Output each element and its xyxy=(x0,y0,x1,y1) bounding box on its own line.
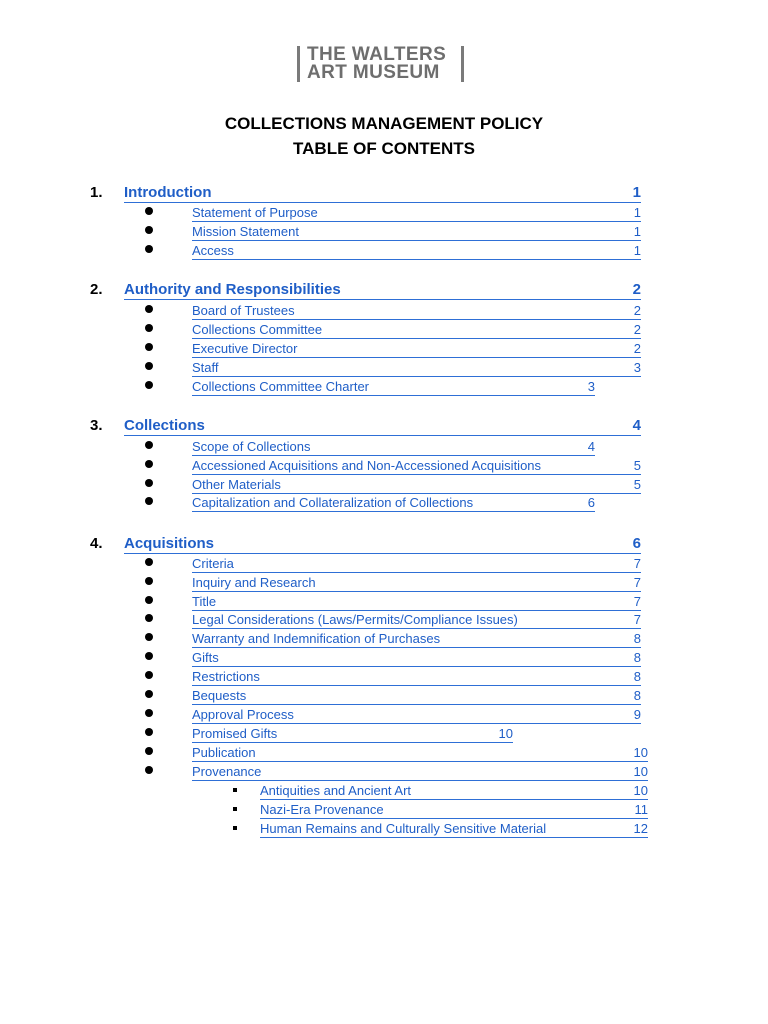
toc-link-label: Nazi-Era Provenance xyxy=(260,802,384,817)
toc-link-label: Warranty and Indemnification of Purchases xyxy=(192,631,441,646)
toc-link-warranty[interactable] xyxy=(192,630,641,648)
bullet-icon xyxy=(145,652,153,660)
toc-link-page: 7 xyxy=(633,556,641,571)
toc-link-label: Statement of Purpose xyxy=(192,205,318,220)
toc-link-page: 9 xyxy=(633,707,641,722)
toc-link-page: 2 xyxy=(633,303,641,318)
toc-link-antiquities[interactable] xyxy=(260,782,648,800)
section-title: Introduction xyxy=(124,184,212,201)
toc-item xyxy=(0,725,768,744)
toc-section-authority xyxy=(0,280,768,304)
toc-link-page: 10 xyxy=(633,764,648,779)
toc-link-board-of-trustees[interactable] xyxy=(192,302,641,320)
toc-link-bequests[interactable] xyxy=(192,687,641,705)
toc-link-label: Gifts xyxy=(192,650,219,665)
toc-link-label: Accessioned Acquisitions and Non-Accessioned Acquisitions xyxy=(192,458,542,473)
section-page: 6 xyxy=(632,535,641,552)
section-link-authority[interactable] xyxy=(124,280,641,300)
toc-link-label: Access xyxy=(192,243,234,258)
bullet-icon xyxy=(145,245,153,253)
toc-link-label: Restrictions xyxy=(192,669,260,684)
toc-item xyxy=(0,359,768,378)
toc-link-page: 11 xyxy=(634,802,648,817)
toc-link-page: 7 xyxy=(633,594,641,609)
logo-line-1: THE WALTERS xyxy=(307,44,447,65)
toc-link-page: 7 xyxy=(633,612,641,627)
toc-link-human-remains[interactable] xyxy=(260,820,648,838)
toc-link-inquiry-and-research[interactable] xyxy=(192,574,641,592)
toc-link-label: Publication xyxy=(192,745,256,760)
toc-link-label: Antiquities and Ancient Art xyxy=(260,783,412,798)
toc-link-label: Approval Process xyxy=(192,707,294,722)
toc-section-collections xyxy=(0,416,768,440)
toc-link-publication[interactable] xyxy=(192,744,648,762)
bullet-icon xyxy=(145,479,153,487)
bullet-icon xyxy=(145,343,153,351)
toc-item xyxy=(0,649,768,668)
toc-link-provenance[interactable] xyxy=(192,763,648,781)
toc-link-capitalization[interactable] xyxy=(192,494,595,512)
bullet-icon xyxy=(145,766,153,774)
bullet-icon xyxy=(145,558,153,566)
toc-link-mission-statement[interactable] xyxy=(192,223,641,241)
toc-link-scope-of-collections[interactable] xyxy=(192,438,595,456)
toc-item xyxy=(0,611,768,630)
document-subtitle: TABLE OF CONTENTS xyxy=(293,139,475,158)
toc-subitem xyxy=(0,782,768,801)
toc-item xyxy=(0,378,768,397)
toc-item xyxy=(0,223,768,242)
section-title: Collections xyxy=(124,417,205,434)
bullet-icon xyxy=(145,441,153,449)
toc-link-other-materials[interactable] xyxy=(192,476,641,494)
toc-link-staff[interactable] xyxy=(192,359,641,377)
toc-link-label: Capitalization and Collateralization of Collections xyxy=(192,495,474,510)
toc-item xyxy=(0,242,768,261)
toc-link-label: Scope of Collections xyxy=(192,439,311,454)
toc-item xyxy=(0,593,768,612)
toc-link-title[interactable] xyxy=(192,593,641,611)
toc-item xyxy=(0,687,768,706)
toc-item xyxy=(0,476,768,495)
bullet-icon xyxy=(145,690,153,698)
toc-link-label: Promised Gifts xyxy=(192,726,278,741)
bullet-icon xyxy=(145,460,153,468)
toc-link-label: Collections Committee Charter xyxy=(192,379,370,394)
toc-link-label: Collections Committee xyxy=(192,322,323,337)
toc-link-label: Provenance xyxy=(192,764,262,779)
toc-link-page: 3 xyxy=(587,379,595,394)
toc-link-page: 1 xyxy=(633,205,641,220)
toc-item xyxy=(0,438,768,457)
toc-link-page: 7 xyxy=(633,575,641,590)
toc-link-statement-of-purpose[interactable] xyxy=(192,204,641,222)
toc-link-page: 3 xyxy=(633,360,641,375)
toc-subitem xyxy=(0,820,768,839)
document-title: COLLECTIONS MANAGEMENT POLICY xyxy=(224,114,544,133)
toc-link-nazi-era-provenance[interactable] xyxy=(260,801,648,819)
bullet-icon xyxy=(145,728,153,736)
logo-bar-right xyxy=(461,46,464,82)
toc-link-page: 2 xyxy=(633,341,641,356)
bullet-icon xyxy=(145,633,153,641)
toc-link-page: 8 xyxy=(633,669,641,684)
bullet-icon xyxy=(145,577,153,585)
bullet-icon xyxy=(145,226,153,234)
toc-subitem xyxy=(0,801,768,820)
toc-link-legal-considerations[interactable] xyxy=(192,611,641,629)
bullet-icon xyxy=(145,709,153,717)
toc-item xyxy=(0,321,768,340)
toc-item xyxy=(0,574,768,593)
museum-logo xyxy=(297,45,468,83)
section-link-introduction[interactable] xyxy=(124,183,641,203)
toc-link-label: Inquiry and Research xyxy=(192,575,316,590)
section-number: 4. xyxy=(90,535,103,552)
toc-item xyxy=(0,668,768,687)
toc-item xyxy=(0,457,768,476)
toc-link-label: Other Materials xyxy=(192,477,281,492)
section-link-acquisitions[interactable] xyxy=(124,534,641,554)
section-number: 2. xyxy=(90,281,103,298)
bullet-icon xyxy=(145,614,153,622)
toc-link-page: 10 xyxy=(498,726,513,741)
toc-link-page: 1 xyxy=(633,243,641,258)
toc-link-label: Staff xyxy=(192,360,219,375)
toc-link-page: 1 xyxy=(633,224,641,239)
toc-item xyxy=(0,494,768,513)
toc-link-page: 6 xyxy=(587,495,595,510)
toc-item xyxy=(0,302,768,321)
section-page: 4 xyxy=(632,417,641,434)
toc-link-criteria[interactable] xyxy=(192,555,641,573)
toc-link-collections-committee[interactable] xyxy=(192,321,641,339)
square-bullet-icon xyxy=(233,826,237,830)
toc-link-restrictions[interactable] xyxy=(192,668,641,686)
toc-link-label: Legal Considerations (Laws/Permits/Compliance Issues) xyxy=(192,612,518,627)
toc-link-page: 8 xyxy=(633,631,641,646)
toc-link-accessioned-acquisitions[interactable] xyxy=(192,457,641,475)
bullet-icon xyxy=(145,207,153,215)
toc-link-label: Mission Statement xyxy=(192,224,299,239)
toc-link-label: Criteria xyxy=(192,556,234,571)
logo-line-2: ART MUSEUM xyxy=(307,62,440,83)
toc-link-page: 8 xyxy=(633,688,641,703)
bullet-icon xyxy=(145,747,153,755)
toc-link-access[interactable] xyxy=(192,242,641,260)
toc-item xyxy=(0,630,768,649)
toc-link-approval-process[interactable] xyxy=(192,706,641,724)
logo-bar-left xyxy=(297,46,300,82)
toc-item xyxy=(0,706,768,725)
section-title: Authority and Responsibilities xyxy=(124,281,341,298)
bullet-icon xyxy=(145,362,153,370)
section-number: 3. xyxy=(90,417,103,434)
toc-link-page: 2 xyxy=(633,322,641,337)
toc-link-page: 4 xyxy=(587,439,595,454)
bullet-icon xyxy=(145,497,153,505)
bullet-icon xyxy=(145,596,153,604)
toc-link-label: Title xyxy=(192,594,217,609)
square-bullet-icon xyxy=(233,807,237,811)
toc-link-page: 5 xyxy=(633,477,641,492)
bullet-icon xyxy=(145,671,153,679)
toc-link-page: 10 xyxy=(633,783,648,798)
toc-item xyxy=(0,555,768,574)
toc-link-page: 8 xyxy=(633,650,641,665)
toc-link-gifts[interactable] xyxy=(192,649,641,667)
toc-link-promised-gifts[interactable] xyxy=(192,725,513,743)
section-link-collections[interactable] xyxy=(124,416,641,436)
section-page: 1 xyxy=(632,184,641,201)
toc-link-label: Human Remains and Culturally Sensitive Material xyxy=(260,821,547,836)
section-page: 2 xyxy=(632,281,641,298)
bullet-icon xyxy=(145,381,153,389)
toc-link-page: 10 xyxy=(633,745,648,760)
section-number: 1. xyxy=(90,184,103,201)
square-bullet-icon xyxy=(233,788,237,792)
toc-link-page: 12 xyxy=(633,821,648,836)
toc-item xyxy=(0,744,768,763)
toc-link-label: Board of Trustees xyxy=(192,303,295,318)
toc-item xyxy=(0,204,768,223)
section-title: Acquisitions xyxy=(124,535,215,552)
toc-link-executive-director[interactable] xyxy=(192,340,641,358)
toc-link-label: Bequests xyxy=(192,688,247,703)
toc-link-label: Executive Director xyxy=(192,341,298,356)
toc-link-page: 5 xyxy=(633,458,641,473)
bullet-icon xyxy=(145,305,153,313)
toc-item xyxy=(0,763,768,782)
toc-link-collections-committee-charter[interactable] xyxy=(192,378,595,396)
toc-item xyxy=(0,340,768,359)
bullet-icon xyxy=(145,324,153,332)
